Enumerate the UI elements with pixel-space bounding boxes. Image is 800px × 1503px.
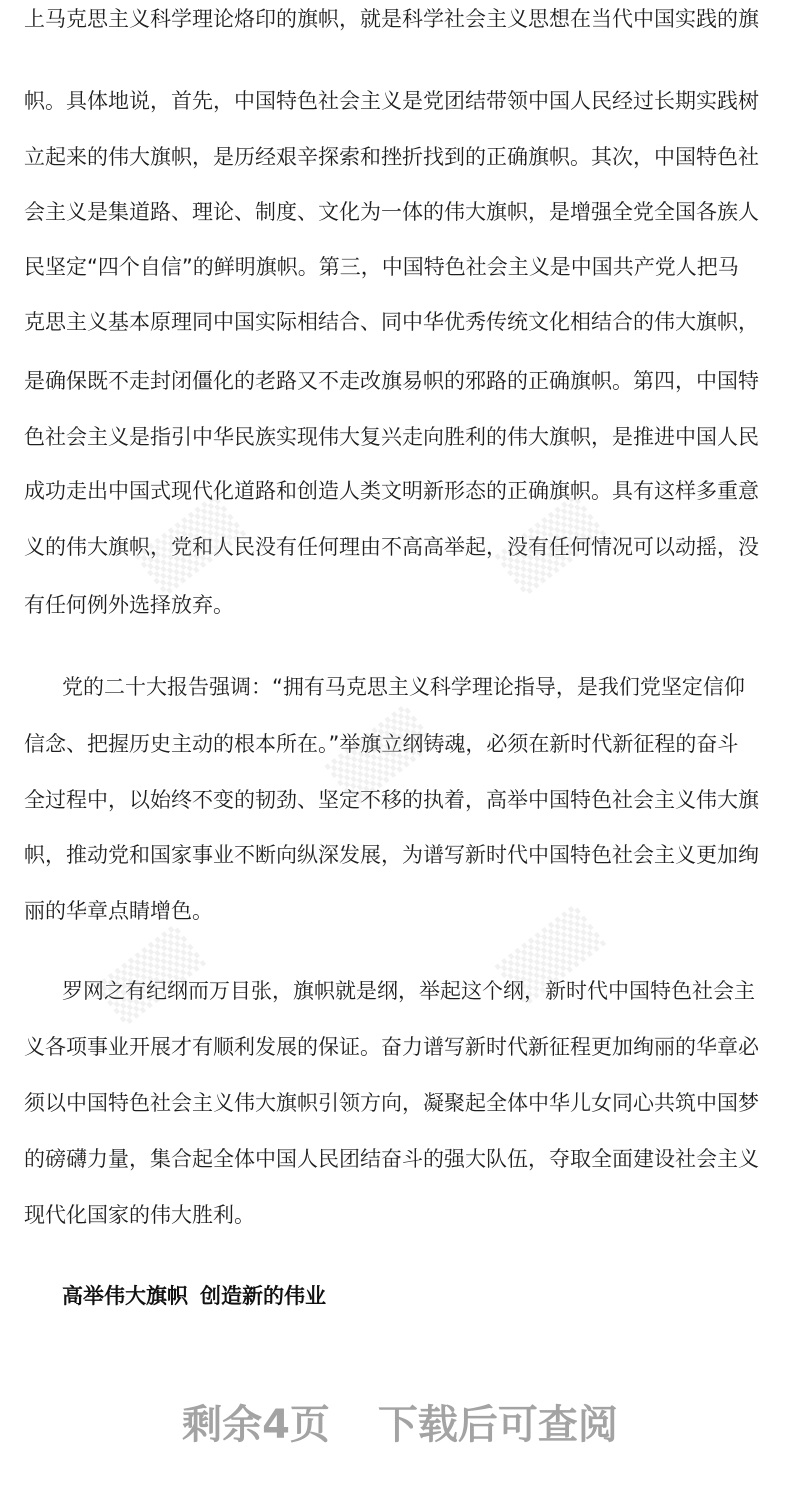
download-to-read-text: 下载后可查阅 [377, 1402, 618, 1448]
paragraph-line: 会主义是集道路、理论、制度、文化为一体的伟大旗帜，是增强全党全国各族人 [24, 200, 759, 224]
paragraph-line: 是确保既不走封闭僵化的老路又不走改旗易帜的邪路的正确旗帜。第四，中国特 [24, 369, 759, 393]
paragraph-line: 义的伟大旗帜，党和人民没有任何理由不高高举起，没有任何情况可以动摇，没 [24, 535, 759, 559]
section-heading-part: 创造新的伟业 [200, 1284, 326, 1308]
paragraph-line: 党的二十大报告强调：“拥有马克思主义科学理论指导，是我们党坚定信仰 [62, 675, 745, 699]
watermark-mark: ▒▒▒ [495, 494, 607, 597]
paragraph-line: 有任何例外选择放弃。 [24, 593, 234, 617]
paragraph-line: 帜。具体地说，首先，中国特色社会主义是党团结带领中国人民经过长期实践树 [24, 89, 759, 113]
paragraph-line: 帜，推动党和国家事业不断向纵深发展，为谱写新时代中国特色社会主义更加绚 [24, 843, 759, 867]
paragraph-line: 全过程中，以始终不变的韧劲、坚定不移的执着，高举中国特色社会主义伟大旗 [24, 788, 759, 812]
paragraph-line: 信念、把握历史主动的根本所在。”举旗立纲铸魂，必须在新时代新征程的奋斗 [24, 732, 739, 756]
paragraph-line: 须以中国特色社会主义伟大旗帜引领方向，凝聚起全体中华儿女同心共筑中国梦 [24, 1091, 759, 1115]
paragraph-line: 民坚定“四个自信”的鲜明旗帜。第三，中国特色社会主义是中国共产党人把马 [24, 255, 739, 279]
watermark-mark: ▒▒▒ [135, 494, 247, 597]
watermark-mark: ▒▒▒ [325, 704, 437, 807]
download-banner[interactable] [0, 1400, 800, 1450]
paragraph-line: 现代化国家的伟大胜利。 [24, 1203, 255, 1227]
section-heading-part: 高举伟大旗帜 [62, 1284, 188, 1308]
section-heading [62, 1281, 326, 1311]
paragraph-line: 立起来的伟大旗帜，是历经艰辛探索和挫折找到的正确旗帜。其次，中国特色社 [24, 145, 759, 169]
paragraph-line: 丽的华章点睛增色。 [24, 899, 213, 923]
paragraph-line: 成功走出中国式现代化道路和创造人类文明新形态的正确旗帜。具有这样多重意 [24, 479, 759, 503]
watermark-mark: ▒▒▒ [495, 904, 607, 1007]
paragraph-line: 色社会主义是指引中华民族实现伟大复兴走向胜利的伟大旗帜，是推进中国人民 [24, 425, 759, 449]
paragraph-line: 义各项事业开展才有顺利发展的保证。奋力谱写新时代新征程更加绚丽的华章必 [24, 1035, 759, 1059]
paragraph-line: 克思主义基本原理同中国实际相结合、同中华优秀传统文化相结合的伟大旗帜， [24, 310, 759, 334]
watermark-mark: ▒▒▒ [95, 924, 207, 1027]
paragraph-line: 的磅礴力量，集合起全体中国人民团结奋斗的强大队伍，夺取全面建设社会主义 [24, 1147, 759, 1171]
paragraph-line: 上马克思主义科学理论烙印的旗帜，就是科学社会主义思想在当代中国实践的旗 [24, 7, 759, 31]
remaining-pages-text: 剩余4页 [182, 1402, 330, 1448]
paragraph-line: 罗网之有纪纲而万目张，旗帜就是纲，举起这个纲，新时代中国特色社会主 [62, 979, 755, 1003]
